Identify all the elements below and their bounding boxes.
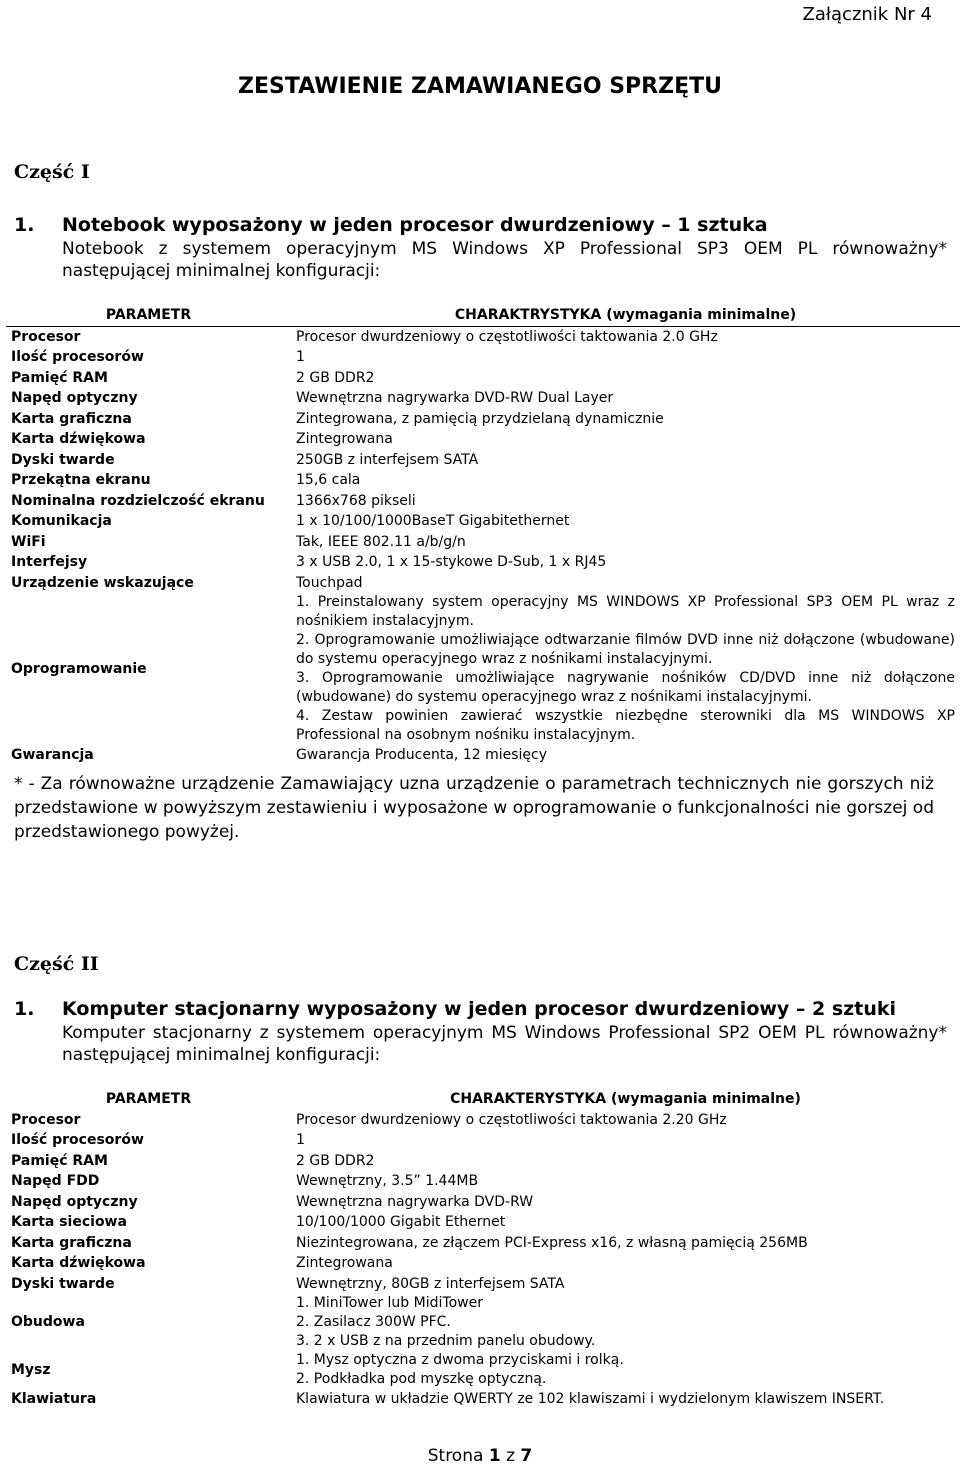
page-title: ZESTAWIENIE ZAMAWIANEGO SPRZĘTU — [238, 74, 722, 99]
mouse-requirement-item: 2. Podkładka pod myszkę optyczną. — [296, 1371, 547, 1387]
value-cell: Wewnętrzna nagrywarka DVD-RW — [296, 1193, 534, 1210]
value-cell: 1 x 10/100/1000BaseT Gigabitethernet — [296, 513, 570, 529]
value-cell: Procesor dwurdzeniowy o częstotliwości taktowania 2.20 GHz — [296, 1111, 727, 1128]
table-row — [6, 1274, 960, 1295]
parameter-cell: Karta dźwiękowa — [11, 1255, 146, 1271]
page-footer — [0, 1446, 960, 1466]
table-row — [6, 409, 960, 430]
value-cell: Niezintegrowana, ze złączem PCI-Express x16, z własną pamięcią 256MB — [296, 1234, 808, 1251]
annex-label: Załącznik Nr 4 — [802, 4, 932, 25]
table-row — [6, 429, 960, 450]
part-2-item-heading — [14, 998, 949, 1020]
table-row — [6, 573, 960, 594]
case-requirement-item: 1. MiniTower lub MidiTower — [296, 1295, 483, 1311]
parameter-cell: Nominalna rozdzielczość ekranu — [11, 492, 265, 509]
parameter-cell: Karta graficzna — [11, 1234, 132, 1251]
value-cell: Wewnętrzna nagrywarka DVD-RW Dual Layer — [296, 390, 614, 406]
table-row — [6, 388, 960, 409]
parameter-cell: Gwarancja — [11, 747, 94, 763]
software-requirement-item: 4. Zestaw powinien zawierać wszystkie niezbędne sterowniki dla MS WINDOWS XP Professional na osobnym nośniku instalacyjnym. — [296, 708, 955, 743]
value-cell: Zintegrowana — [296, 1255, 393, 1271]
value-cell: 1 — [296, 1132, 305, 1148]
part-1-item-heading — [14, 214, 949, 236]
table-row — [6, 552, 960, 573]
table-row — [6, 1253, 960, 1274]
parameter-cell: WiFi — [11, 533, 46, 550]
parameter-cell: Interfejsy — [11, 554, 88, 570]
value-cell: Gwarancja Producenta, 12 miesięcy — [296, 747, 548, 763]
parameter-cell: Dyski twarde — [11, 451, 115, 468]
table-row — [6, 511, 960, 532]
table-row — [6, 1130, 960, 1151]
parameter-cell: Komunikacja — [11, 513, 112, 529]
table-row-warranty — [6, 745, 960, 766]
table-row — [6, 491, 960, 512]
table-row — [6, 450, 960, 471]
value-cell: Zintegrowana — [296, 431, 393, 447]
parameter-cell: Urządzenie wskazujące — [11, 574, 194, 591]
table-row — [6, 532, 960, 553]
table-header-row — [6, 305, 960, 326]
parameter-cell: Pamięć RAM — [11, 1152, 108, 1169]
value-cell: Klawiatura w układzie QWERTY ze 102 klawiszami i wydzielonym klawiszem INSERT. — [296, 1391, 885, 1407]
table-row — [6, 1192, 960, 1213]
parameter-cell: Przekątna ekranu — [11, 472, 151, 488]
value-cell: Wewnętrzny, 3.5” 1.44MB — [296, 1173, 479, 1189]
parameter-cell: Ilość procesorów — [11, 1132, 144, 1148]
part-1-item-description: Notebook z systemem operacyjnym MS Windows XP Professional SP3 OEM PL równoważny* następującej minimalnej konfiguracji: — [62, 239, 947, 281]
value-cell: 2 GB DDR2 — [296, 1152, 375, 1169]
part-2-heading: Część II — [14, 953, 99, 975]
table-row — [6, 1233, 960, 1254]
value-cell: Touchpad — [296, 574, 363, 591]
value-cell: Tak, IEEE 802.11 a/b/g/n — [296, 533, 466, 550]
table-row — [6, 1110, 960, 1131]
case-requirement-item: 3. 2 x USB z na przednim panelu obudowy. — [296, 1333, 596, 1349]
value-cell: Zintegrowana, z pamięcią przydzielaną dynamicznie — [296, 410, 664, 427]
value-cell — [291, 1351, 960, 1389]
table-row — [6, 1151, 960, 1172]
value-cell: 3 x USB 2.0, 1 x 15-stykowe D-Sub, 1 x RJ45 — [296, 554, 607, 570]
footer-prefix: Strona — [427, 1446, 484, 1466]
footer-separator: z — [506, 1446, 515, 1466]
parameter-cell: Pamięć RAM — [11, 369, 108, 386]
value-cell: 250GB z interfejsem SATA — [296, 451, 479, 468]
part-2-item-title: Komputer stacjonarny wyposażony w jeden procesor dwurdzeniowy – 2 sztuki — [62, 998, 896, 1020]
parameter-cell: Ilość procesorów — [11, 349, 144, 365]
software-requirement-item: 1. Preinstalowany system operacyjny MS WINDOWS XP Professional SP3 OEM PL wraz z nośnikiem instalacyjnym. — [296, 594, 955, 629]
value-cell: 2 GB DDR2 — [296, 369, 375, 386]
column-header-parameter: PARAMETR — [105, 1091, 192, 1107]
parameter-cell: Karta graficzna — [11, 410, 132, 427]
part-1-heading: Część I — [14, 161, 90, 183]
parameter-cell: Karta dźwiękowa — [11, 431, 146, 447]
mouse-requirement-item: 1. Mysz optyczna z dwoma przyciskami i rolką. — [296, 1352, 624, 1368]
parameter-cell: Karta sieciowa — [11, 1214, 127, 1230]
parameter-cell: Mysz — [11, 1361, 51, 1378]
parameter-cell: Napęd FDD — [11, 1173, 100, 1189]
column-header-parameter: PARAMETR — [105, 307, 192, 323]
value-cell: Procesor dwurdzeniowy o częstotliwości taktowania 2.0 GHz — [291, 326, 960, 347]
parameter-cell: Klawiatura — [11, 1391, 97, 1407]
software-requirement-item: 2. Oprogramowanie umożliwiające odtwarzanie filmów DVD inne niż dołączone (wbudowane) do systemu operacyjnego wraz z nośnikami instalacyjnymi. — [296, 632, 955, 667]
case-requirement-item: 2. Zasilacz 300W PFC. — [296, 1314, 451, 1330]
table-row-keyboard — [6, 1389, 960, 1410]
table-row — [6, 347, 960, 368]
value-cell — [291, 1294, 960, 1351]
table-row — [6, 1171, 960, 1192]
value-cell: 1366x768 pikseli — [296, 492, 416, 509]
value-cell: Wewnętrzny, 80GB z interfejsem SATA — [296, 1275, 565, 1292]
value-cell: 10/100/1000 Gigabit Ethernet — [296, 1214, 506, 1230]
table-row — [6, 470, 960, 491]
table-row-software — [6, 593, 960, 745]
desktop-spec-table — [6, 1089, 960, 1410]
parameter-cell: Napęd optyczny — [11, 1193, 138, 1210]
table-row — [6, 326, 960, 347]
software-requirement-item: 3. Oprogramowanie umożliwiające nagrywanie nośników CD/DVD inne niż dołączone (wbudowane) do systemu operacyjnego wraz z nośnikami instalacyjnymi. — [296, 670, 955, 705]
parameter-cell: Napęd optyczny — [11, 390, 138, 406]
parameter-cell: Oprogramowanie — [11, 660, 147, 677]
column-header-characteristics: CHARAKTRYSTYKA (wymagania minimalne) — [454, 307, 797, 323]
parameter-cell: Dyski twarde — [11, 1275, 115, 1292]
table-row — [6, 1212, 960, 1233]
value-cell — [291, 593, 960, 745]
part-1-item-number: 1. — [14, 214, 35, 236]
parameter-cell: Obudowa — [11, 1314, 85, 1331]
part-1-item-title: Notebook wyposażony w jeden procesor dwurdzeniowy – 1 sztuka — [62, 214, 768, 236]
part-2-item-number: 1. — [14, 998, 35, 1020]
equivalence-note: * - Za równoważne urządzenie Zamawiający uzna urządzenie o parametrach technicznych nie gorszych niż przedstawione w powyższym zestawieniu i wyposażone w oprogramowanie o funkcjonalności nie gorszej od przedstawionego powyżej. — [14, 774, 934, 842]
table-row-mouse — [6, 1351, 960, 1389]
column-header-characteristics: CHARAKTERYSTYKA (wymagania minimalne) — [450, 1091, 801, 1107]
notebook-spec-table — [6, 305, 960, 766]
parameter-cell: Procesor — [6, 326, 291, 347]
table-row — [6, 368, 960, 389]
part-2-item-description: Komputer stacjonarny z systemem operacyjnym MS Windows Professional SP2 OEM PL równoważny* następującej minimalnej konfiguracji: — [62, 1023, 947, 1065]
value-cell: 1 — [296, 349, 305, 365]
table-header-row — [6, 1089, 960, 1110]
parameter-cell: Procesor — [11, 1111, 81, 1128]
value-cell: 15,6 cala — [296, 472, 361, 488]
footer-total-pages: 7 — [520, 1446, 533, 1466]
table-row-case — [6, 1294, 960, 1351]
footer-page-number: 1 — [488, 1446, 501, 1466]
